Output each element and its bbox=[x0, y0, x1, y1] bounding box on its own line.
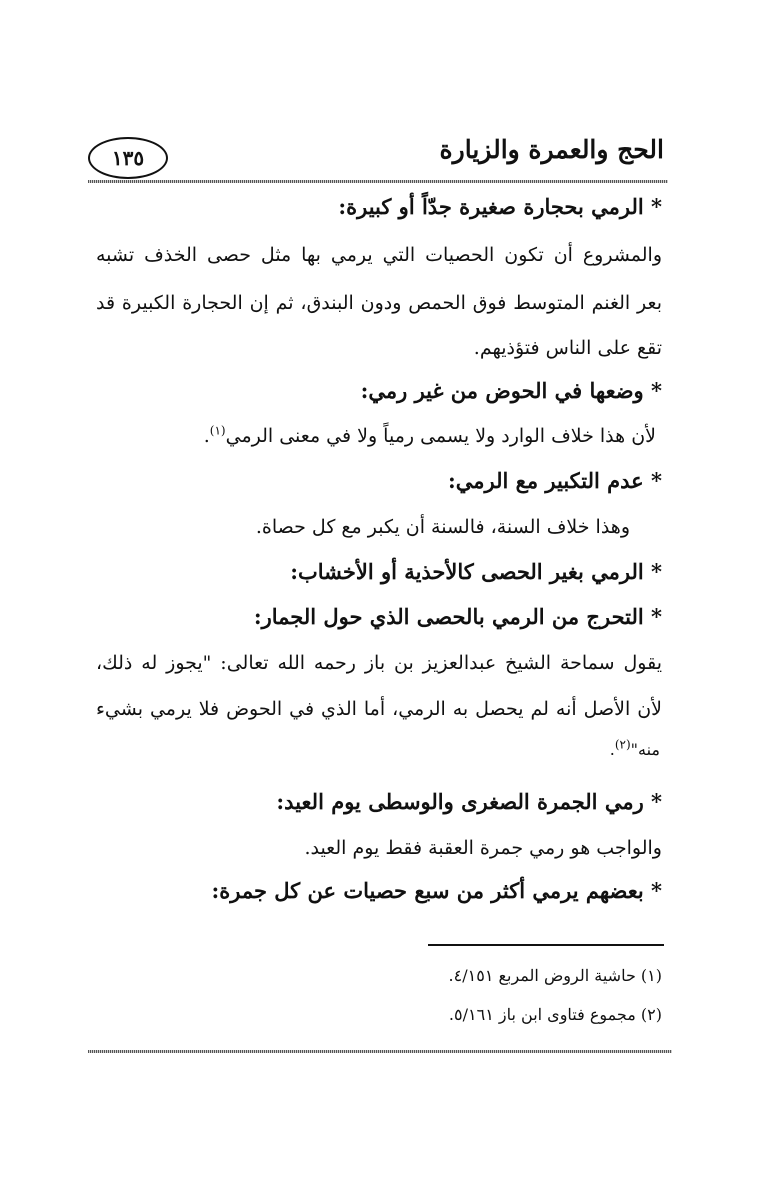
footer-rule bbox=[88, 1050, 672, 1053]
section-heading: * التحرج من الرمي بالحصى الذي حول الجمار: bbox=[253, 604, 662, 629]
footnote-divider bbox=[428, 944, 664, 946]
paragraph-text: لأن هذا خلاف الوارد ولا يسمى رمياً ولا في معنى الرمي bbox=[225, 425, 656, 447]
page-number-badge: ١٣٥ bbox=[88, 137, 168, 179]
book-title: الحج والعمرة والزيارة bbox=[439, 135, 664, 164]
footnote-ref: (٢) bbox=[614, 737, 631, 752]
section-heading: * الرمي بغير الحصى كالأحذية أو الأخشاب: bbox=[290, 559, 662, 584]
section-heading: * الرمي بحجارة صغيرة جدّاً أو كبيرة: bbox=[338, 194, 662, 219]
paragraph-line: تقع على الناس فتؤذيهم. bbox=[473, 337, 662, 359]
paragraph-line: والواجب هو رمي جمرة العقبة فقط يوم العيد. bbox=[304, 837, 662, 859]
paragraph-line: والمشروع أن تكون الحصيات التي يرمي بها مثل حصى الخذف تشبه bbox=[96, 244, 662, 266]
header-rule bbox=[88, 180, 668, 183]
paragraph-line: لأن الأصل أنه لم يحصل به الرمي، أما الذي في الحوض فلا يرمي بشيء bbox=[96, 698, 662, 720]
footnote-ref: (١) bbox=[209, 423, 226, 438]
footnote: (١) حاشية الروض المربع ٤/١٥١. bbox=[448, 966, 662, 985]
paragraph-line: يقول سماحة الشيخ عبدالعزيز بن باز رحمه الله تعالى: "يجوز له ذلك، bbox=[96, 652, 662, 674]
section-heading: * رمي الجمرة الصغرى والوسطى يوم العيد: bbox=[276, 789, 662, 814]
footnote: (٢) مجموع فتاوى ابن باز ٥/١٦١. bbox=[448, 1005, 662, 1024]
paragraph-line bbox=[204, 421, 656, 451]
paragraph-text: منه" bbox=[630, 740, 660, 759]
paragraph-line: بعر الغنم المتوسط فوق الحمص ودون البندق، ثم إن الحجارة الكبيرة قد bbox=[96, 292, 662, 314]
paragraph-end: . bbox=[609, 740, 615, 759]
section-heading: * بعضهم يرمي أكثر من سبع حصيات عن كل جمرة: bbox=[211, 878, 662, 903]
section-heading: * وضعها في الحوض من غير رمي: bbox=[360, 378, 662, 403]
paragraph-line bbox=[610, 735, 660, 765]
paragraph-line: وهذا خلاف السنة، فالسنة أن يكبر مع كل حصاة. bbox=[255, 516, 630, 538]
paragraph-end: . bbox=[203, 425, 210, 447]
section-heading: * عدم التكبير مع الرمي: bbox=[448, 468, 662, 493]
